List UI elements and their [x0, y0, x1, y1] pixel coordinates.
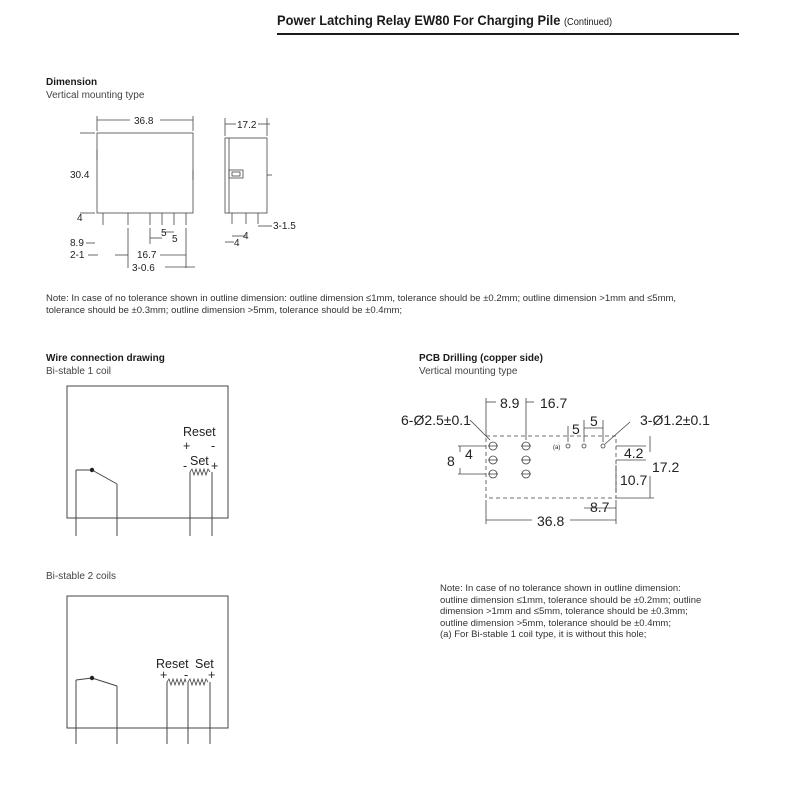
pcb-hole-a-label: (a) [553, 445, 561, 451]
title-continued: (Continued) [563, 17, 613, 28]
title-text: Power Latching Relay EW80 For Charging Pile [277, 12, 561, 28]
dimension-heading: Dimension [46, 77, 98, 88]
pcb-dim-5b: 5 [590, 413, 598, 429]
dimension-subheading: Vertical mounting type [46, 90, 145, 101]
wire2-minus-mid: - [184, 668, 189, 682]
dim-side-b: 4 [234, 238, 240, 249]
pcb-heading: PCB Drilling (copper side) [419, 353, 543, 364]
dim-pitch-b: 16.7 [137, 250, 157, 261]
dim-side-pin: 3-1.5 [273, 221, 296, 232]
dim-pitch-d: 5 [172, 234, 178, 245]
note-bottom-line3: dimension >1mm and ≤5mm, tolerance should be ±0.3mm; [440, 606, 688, 617]
wire2-plus-right: + [208, 668, 216, 682]
wire1-set-label: Set [190, 454, 209, 468]
pcb-big-holes-label: 6-Ø2.5±0.1 [401, 412, 471, 428]
note-bottom-line1: Note: In case of no tolerance shown in outline dimension: [440, 583, 681, 594]
pcb-dim-10-7: 10.7 [620, 472, 648, 488]
wire1-minus-set: - [183, 459, 188, 473]
pcb-small-holes-label: 3-Ø1.2±0.1 [640, 412, 710, 428]
pcb-dim-16-7: 16.7 [540, 395, 568, 411]
dim-width: 36.8 [134, 116, 154, 127]
pcb-dim-17-2: 17.2 [652, 459, 680, 475]
wire2-set-label: Set [195, 657, 214, 671]
wire-heading: Wire connection drawing [46, 353, 165, 364]
pcb-dim-5a: 5 [572, 421, 580, 437]
pcb-dim-8: 8 [447, 453, 455, 469]
note-bottom [440, 583, 740, 641]
dim-pin-thickness: 3-0.6 [132, 263, 155, 274]
pcb-dim-36-8: 36.8 [537, 513, 565, 529]
dim-pitch-a: 8.9 [70, 238, 84, 249]
pcb-dim-8-9: 8.9 [500, 395, 520, 411]
dim-depth: 17.2 [237, 120, 257, 131]
dim-height: 30.4 [70, 170, 90, 181]
wire2-plus-left: + [160, 668, 168, 682]
pcb-subheading: Vertical mounting type [419, 366, 518, 377]
wire2-subheading: Bi-stable 2 coils [46, 571, 117, 582]
wire-subheading: Bi-stable 1 coil [46, 366, 112, 377]
pcb-dim-4-2: 4.2 [624, 445, 644, 461]
wire1-minus-top: - [211, 439, 216, 453]
note-top-line2: tolerance should be ±0.3mm; outline dimension >5mm, tolerance should be ±0.4mm; [46, 304, 403, 316]
pcb-dim-4: 4 [465, 446, 473, 462]
dim-pin-width: 2-1 [70, 250, 85, 261]
note-bottom-line2: outline dimension ≤1mm, tolerance should be ±0.2mm; outline [440, 594, 702, 606]
wire1-plus-set: + [211, 459, 219, 473]
note-bottom-line5: (a) For Bi-stable 1 coil type, it is without this hole; [440, 629, 647, 640]
pcb-dim-8-7: 8.7 [590, 499, 610, 515]
dim-pin-length: 4 [77, 213, 83, 224]
note-top-line1: Note: In case of no tolerance shown in outline dimension: outline dimension ≤1mm, tolerance should be ±0.2mm; outline dimension >1mm and ≤5mm, [46, 293, 677, 304]
wire1-reset-label: Reset [183, 425, 216, 439]
wire2-reset-label: Reset [156, 657, 189, 671]
dim-pitch-c: 5 [161, 228, 167, 239]
dim-side-a: 4 [243, 231, 249, 242]
wire1-plus-top: + [183, 439, 191, 453]
note-bottom-line4: outline dimension >5mm, tolerance should be ±0.4mm; [440, 617, 671, 629]
